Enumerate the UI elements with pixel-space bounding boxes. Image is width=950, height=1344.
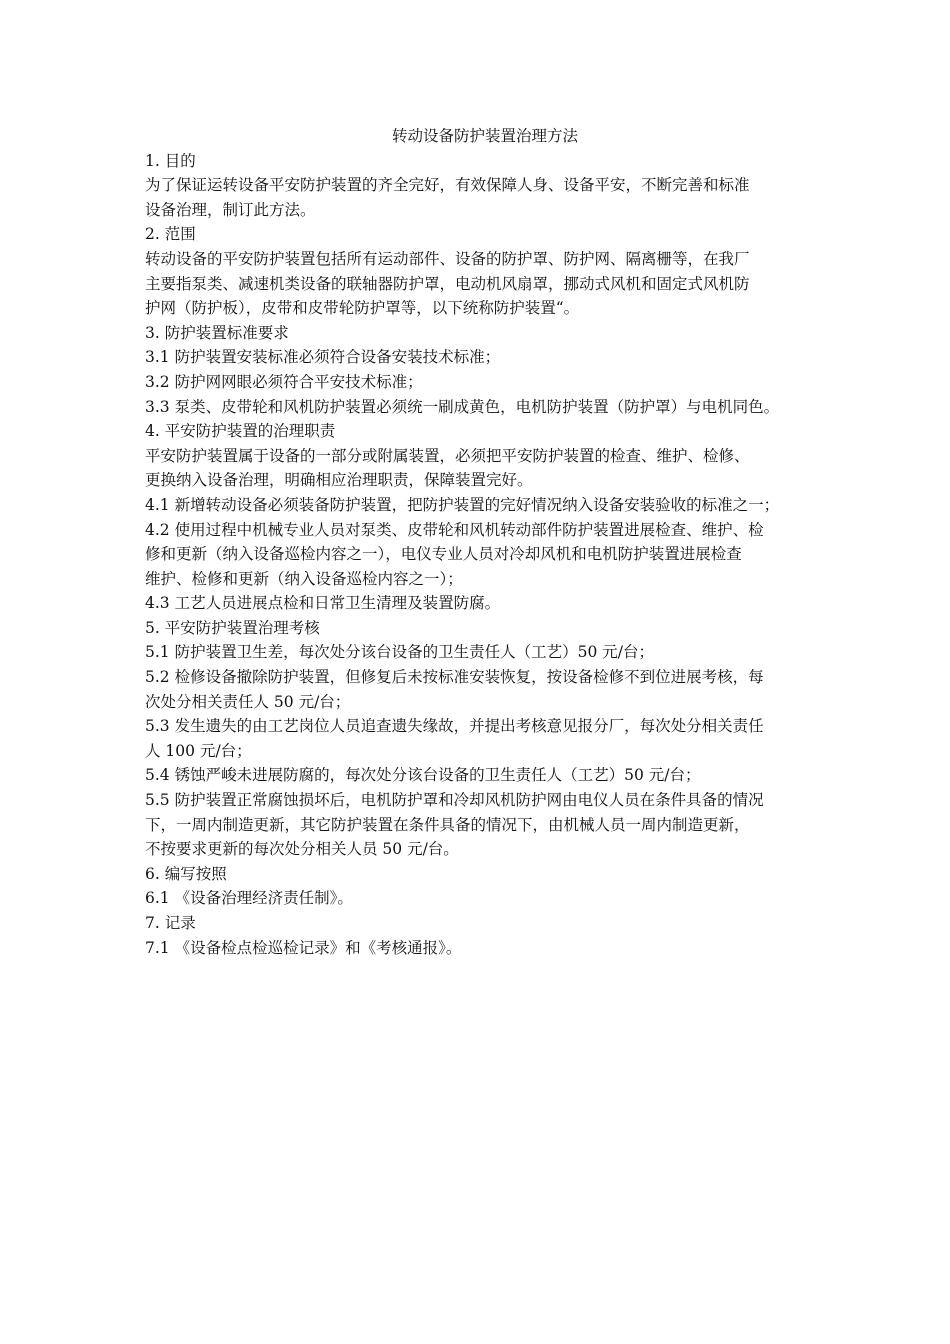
paragraph [145, 395, 825, 420]
text-line: 为了保证运转设备平安防护装置的齐全完好，有效保障人身、设备平安，不断完善和标准 [145, 176, 750, 195]
text-line: 3.3 泵类、皮带轮和风机防护装置必须统一刷成黄色，电机防护装置（防护罩）与电机同色。 [145, 397, 780, 416]
text-line: 2. 范围 [145, 225, 196, 244]
text-line: 更换纳入设备治理，明确相应治理职责，保障装置完好。 [145, 471, 533, 490]
text-line: 设备治理，制订此方法。 [145, 200, 316, 219]
paragraph [145, 591, 825, 616]
paragraph [145, 493, 825, 518]
paragraph [145, 370, 825, 395]
paragraph [145, 321, 825, 346]
text-line: 1. 目的 [145, 151, 196, 170]
paragraph [145, 714, 825, 763]
text-line: 3.2 防护网网眼必须符合平安技术标准； [145, 372, 423, 391]
paragraph [145, 862, 825, 887]
paragraph [145, 886, 825, 911]
paragraph [145, 345, 825, 370]
paragraph [145, 936, 825, 961]
paragraph [145, 763, 825, 788]
text-line: 4. 平安防护装置的治理职责 [145, 422, 336, 441]
text-line: 维护、检修和更新（纳入设备巡检内容之一）； [145, 569, 463, 588]
text-line: 护网（防护板），皮带和皮带轮防护罩等，以下统称防护装置“。 [145, 299, 580, 318]
text-line: 6. 编写按照 [145, 864, 227, 883]
text-line: 主要指泵类、减速机类设备的联轴器防护罩，电动机风扇罩，挪动式风机和固定式风机防 [145, 274, 750, 293]
text-line: 5.2 检修设备撤除防护装置，但修复后未按标准安装恢复，按设备检修不到位进展考核，每 [145, 668, 764, 687]
text-line: 4.2 使用过程中机械专业人员对泵类、皮带轮和风机转动部件防护装置进展检查、维护、检 [145, 520, 764, 539]
text-line: 4.3 工艺人员进展点检和日常卫生清理及装置防腐。 [145, 594, 501, 613]
text-line: 下，一周内制造更新，其它防护装置在条件具备的情况下，由机械人员一周内制造更新， [145, 815, 750, 834]
text-line: 4.1 新增转动设备必须装备防护装置，把防护装置的完好情况纳入设备安装验收的标准之一； [145, 495, 780, 514]
paragraph [145, 149, 825, 174]
paragraph [145, 173, 825, 222]
paragraph [145, 616, 825, 641]
text-line: 7. 记录 [145, 914, 196, 932]
text-line: 修和更新（纳入设备巡检内容之一），电仪专业人员对冷却风机和电机防护装置进展检查 [145, 545, 742, 564]
paragraph [145, 444, 825, 493]
paragraph [145, 518, 825, 592]
paragraph [145, 247, 825, 321]
text-line: 次处分相关责任人 50 元/台； [145, 692, 351, 711]
text-line: 5. 平安防护装置治理考核 [145, 618, 320, 637]
paragraph-list [145, 149, 825, 961]
text-line: 转动设备的平安防护装置包括所有运动部件、设备的防护罩、防护网、隔离栅等，在我厂 [145, 249, 750, 268]
text-line: 5.1 防护装置卫生差，每次处分该台设备的卫生责任人（工艺）50 元/台； [145, 643, 654, 662]
text-line: 7.1 《设备检点检巡检记录》和《考核通报》。 [145, 938, 462, 957]
paragraph [145, 222, 825, 247]
text-line: 3. 防护装置标准要求 [145, 323, 289, 342]
document-title: 转动设备防护装置治理方法 [391, 127, 578, 145]
text-line: 5.4 锈蚀严峻未进展防腐的，每次处分该台设备的卫生责任人（工艺）50 元/台； [145, 766, 701, 785]
text-line: 人 100 元/台； [145, 741, 252, 760]
text-line: 5.5 防护装置正常腐蚀损坏后，电机防护罩和冷却风机防护网由电仪人员在条件具备的情况 [145, 791, 764, 810]
document-body [145, 124, 825, 960]
text-line: 平安防护装置属于设备的一部分或附属装置，必须把平安防护装置的检查、维护、检修、 [145, 446, 750, 465]
paragraph [145, 640, 825, 665]
text-line: 6.1 《设备治理经济责任制》。 [145, 889, 353, 908]
paragraph [145, 911, 825, 936]
text-line: 3.1 防护装置安装标准必须符合设备安装技术标准； [145, 348, 501, 367]
paragraph [145, 788, 825, 862]
paragraph [145, 419, 825, 444]
paragraph [145, 665, 825, 714]
text-line: 5.3 发生遗失的由工艺岗位人员追查遗失缘故，并提出考核意见报分厂，每次处分相关责任 [145, 717, 764, 736]
text-line: 不按要求更新的每次处分相关人员 50 元/台。 [145, 840, 459, 859]
